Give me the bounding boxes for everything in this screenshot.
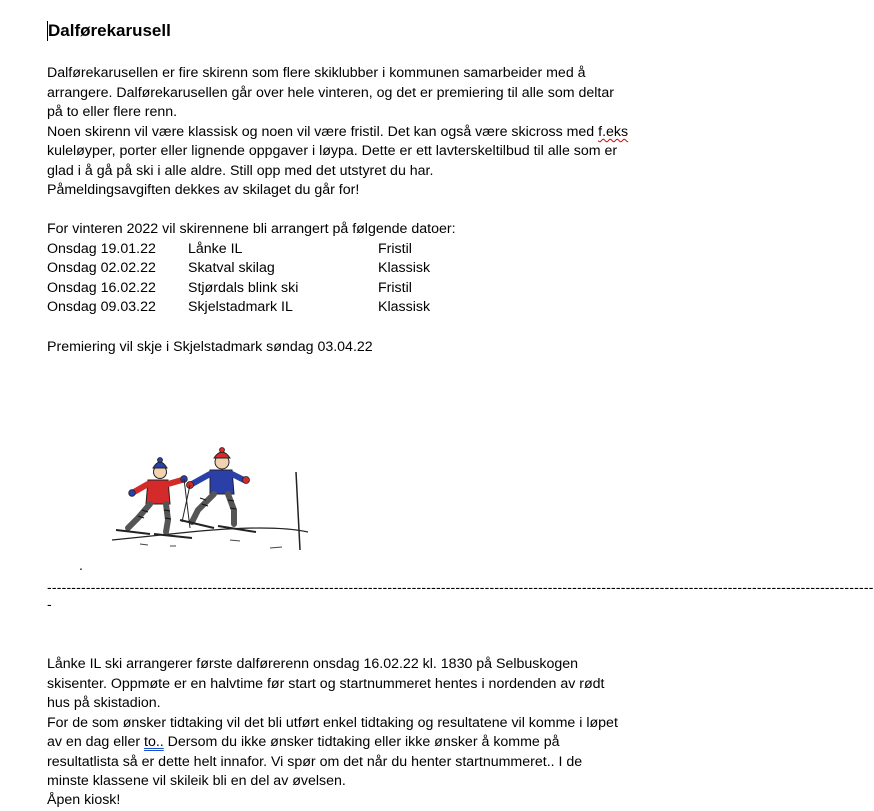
intro-line-7: Påmeldingsavgiften dekkes av skilaget du går for! xyxy=(47,182,360,198)
schedule-row xyxy=(47,279,467,299)
event-line-1: Lånke IL ski arrangerer første dalførerenn onsdag 16.02.22 kl. 1830 på Selbuskogen xyxy=(47,656,579,672)
schedule-style: Klassisk xyxy=(378,299,431,315)
snow-marks xyxy=(140,540,282,548)
premiering-line: Premiering vil skje i Skjelstadmark søndag 03.04.22 xyxy=(47,339,373,355)
schedule-row xyxy=(47,298,467,318)
schedule-club: Skjelstadmark IL xyxy=(188,299,293,315)
schedule-intro: For vinteren 2022 vil skirennene bli arrangert på følgende datoer: xyxy=(47,221,456,237)
intro-line-1: Dalførekarusellen er fire skirenn som flere skiklubber i kommunen samarbeider med å xyxy=(47,65,586,81)
separator-line: -------------------------------------------------------------------------------------------------------------------------------------------------------------------------- xyxy=(47,579,874,595)
schedule-style: Klassisk xyxy=(378,260,431,276)
marker-pole xyxy=(296,472,300,550)
event-line-8: Åpen kiosk! xyxy=(47,792,121,808)
document-title: Dalførekarusell xyxy=(48,21,171,40)
skier-red xyxy=(116,458,192,539)
intro-line-4 xyxy=(47,123,628,143)
event-line-5 xyxy=(47,733,560,753)
skiers-illustration xyxy=(110,448,310,558)
stray-dot: . xyxy=(79,557,83,573)
event-line-5-start: av en dag eller xyxy=(47,734,145,750)
schedule-row xyxy=(47,240,467,260)
event-line-5-rest: Dersom du ikke ønsker tidtaking eller ikke ønsker å komme på xyxy=(163,734,560,750)
event-line-2: skisenter. Oppmøte er en halvtime før start og startnummeret hentes i nordenden av rødt xyxy=(47,676,605,692)
schedule-club: Lånke IL xyxy=(188,241,243,257)
skier-blue xyxy=(180,448,256,533)
schedule-date: Onsdag 09.03.22 xyxy=(47,299,156,315)
event-line-4: For de som ønsker tidtaking vil det bli utført enkel tidtaking og resultatene vil komme i løpet xyxy=(47,715,618,731)
schedule-date: Onsdag 19.01.22 xyxy=(47,241,156,257)
snow-ground xyxy=(112,528,308,540)
schedule-club: Stjørdals blink ski xyxy=(188,280,299,296)
event-line-3: hus på skistadion. xyxy=(47,695,161,711)
intro-line-3: på to eller flere renn. xyxy=(47,104,178,120)
spelling-flag-feks[interactable]: f.eks xyxy=(598,124,629,140)
schedule-club: Skatval skilag xyxy=(188,260,275,276)
schedule-date: Onsdag 16.02.22 xyxy=(47,280,156,296)
intro-line-4-text: Noen skirenn vil være klassisk og noen vil være fristil. Det kan også være skicross med xyxy=(47,124,599,140)
schedule-row xyxy=(47,259,467,279)
separator-tail: - xyxy=(47,596,52,612)
schedule-date: Onsdag 02.02.22 xyxy=(47,260,156,276)
schedule-style: Fristil xyxy=(378,280,412,296)
schedule-style: Fristil xyxy=(378,241,412,257)
event-line-7: minste klassene vil skileik bli en del av øvelsen. xyxy=(47,773,346,789)
grammar-flag-to[interactable]: to.. xyxy=(144,734,164,750)
intro-line-5: kuleløyper, porter eller lignende oppgaver i løypa. Dette er ett lavterskeltilbud til alle som er xyxy=(47,143,618,159)
intro-line-2: arrangere. Dalførekarusellen går over hele vinteren, og det er premiering til alle som deltar xyxy=(47,85,614,101)
event-line-6: resultatlista så er dette helt innafor. Vi spør om det når du henter startnummeret.. I de xyxy=(47,754,583,770)
intro-line-6: glad i å gå på ski i alle aldre. Still opp med det utstyret du har. xyxy=(47,163,434,179)
